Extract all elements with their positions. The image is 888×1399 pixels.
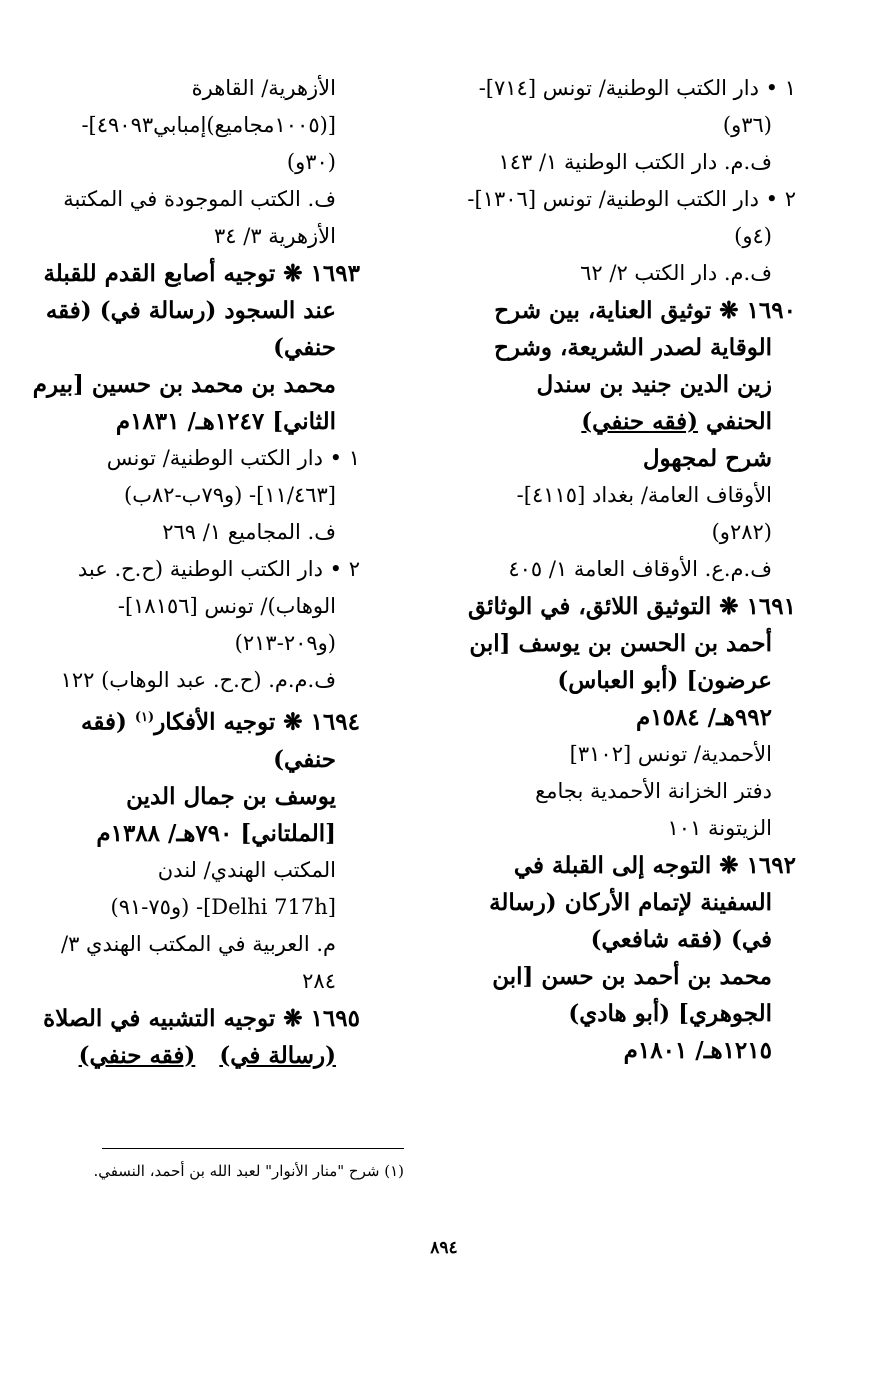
reference-line: الأزهرية ٣/ ٣٤ (213, 224, 336, 248)
author-dates: ١٢١٥هـ/ ١٨٠١م (623, 1037, 772, 1064)
entry-heading-1692: ١٦٩٢ ❋ التوجه إلى القبلة في (513, 852, 796, 879)
entry-line: الأحمدية/ تونس [٣١٠٢] (569, 742, 772, 766)
author-line: عرضون] (أبو العباس) (557, 667, 772, 694)
author-line: محمد بن محمد بن حسين [بيرم (32, 371, 336, 398)
author-dates: ٩٩٢هـ/ ١٥٨٤م (635, 704, 772, 731)
entry-line: الأزهرية/ القاهرة (191, 76, 336, 100)
entry-heading-line: عند السجود (رسالة في) (فقه (45, 297, 336, 324)
author-line: محمد بن أحمد بن حسن [ابن (492, 963, 772, 990)
reference-line: ف. الكتب الموجودة في المكتبة (63, 187, 336, 211)
reference-line: م. العربية في المكتب الهندي ٣/ (61, 931, 336, 956)
footnote-marker: (١) (134, 710, 155, 725)
reference-line: ٢٨٤ (302, 968, 336, 993)
entry-heading-1695: ١٦٩٥ ❋ توجيه التشبيه في الصلاة (43, 1004, 360, 1032)
author-line: شرح لمجهول (642, 445, 772, 472)
entry-line: المكتب الهندي/ لندن (157, 857, 336, 882)
reference-line: ف. المجاميع ١/ ٢٦٩ (162, 520, 336, 544)
entry-heading-1693: ١٦٩٣ ❋ توجيه أصابع القدم للقبلة (43, 260, 360, 287)
entry-line: ٢ • دار الكتب الوطنية/ تونس [١٣٠٦]- (467, 187, 796, 211)
entry-heading-1694: ١٦٩٤ ❋ توجيه الأفكار$^{(١)}$ (فقه (81, 708, 360, 736)
entry-heading-line: حنفي) (273, 334, 336, 361)
author-dates: الثاني] ١٢٤٧هـ/ ١٨٣١م (115, 408, 336, 435)
entry-line: ١ • دار الكتب الوطنية/ تونس [٧١٤]- (478, 76, 796, 100)
footnote-divider (102, 1148, 404, 1149)
entry-line: (٤و) (734, 224, 772, 248)
entry-line: (٣٦و) (722, 113, 772, 137)
reference-line: الزيتونة ١٠١ (667, 816, 772, 840)
entry-line: (و٢٠٩-٢١٣) (234, 631, 336, 655)
reference-line: ف.م.ع. الأوقاف العامة ١/ ٤٠٥ (508, 557, 772, 581)
reference-line: دفتر الخزانة الأحمدية بجامع (535, 779, 772, 803)
page-number: ٨٩٤ (430, 1238, 458, 1258)
entry-line: [Delhi 717h]- (و٧٥-٩١) (110, 894, 336, 919)
entry-heading-line: الحنفي (فقه حنفي) (581, 408, 772, 435)
entry-line: [١١/٤٦٣]- (و٧٩ب-٨٢ب) (124, 483, 336, 507)
footnote: (١) شرح "منار الأنوار" لعبد الله بن أحمد، النسفي. (93, 1162, 404, 1180)
entry-line: ١ • دار الكتب الوطنية/ تونس (106, 446, 360, 470)
left-column (32, 70, 360, 1074)
entry-heading-line: السفينة لإتمام الأركان (رسالة (489, 889, 772, 916)
reference-line: ف.م.م. (ح.ح. عبد الوهاب) ١٢٢ (60, 668, 336, 692)
entry-line: الأوقاف العامة/ بغداد [٤١١٥]- (516, 483, 772, 507)
entry-line: ٢ • دار الكتب الوطنية (ح.ح. عبد (77, 557, 360, 581)
reference-line: ف.م. دار الكتب الوطنية ١/ ١٤٣ (498, 150, 772, 174)
author-line: الجوهري] (أبو هادي) (568, 1000, 772, 1027)
subject-tag: (رسالة في) (219, 1041, 336, 1069)
entry-heading-1691: ١٦٩١ ❋ التوثيق اللائق، في الوثائق (467, 593, 796, 620)
entry-line: (٢٨٢و) (711, 520, 772, 544)
entry-line: [(١٠٠٥مجاميع)إمبابي٤٩٠٩٣]- (81, 113, 336, 137)
subject-tag: (فقه حنفي) (581, 408, 698, 435)
entry-heading-1690: ١٦٩٠ ❋ توثيق العناية، بين شرح (494, 297, 796, 324)
entry-heading-line: في) (فقه شافعي) (590, 926, 772, 953)
reference-line: ف.م. دار الكتب ٢/ ٦٢ (580, 261, 772, 285)
right-column (426, 70, 796, 1069)
author-dates: [الملتاني] ٧٩٠هـ/ ١٣٨٨م (96, 819, 336, 847)
entry-line: (٣٠و) (286, 150, 336, 174)
entry-heading-line: زين الدين جنيد بن سندل (536, 371, 772, 398)
author-line: يوسف بن جمال الدين (126, 782, 336, 810)
entry-heading-line: الوقاية لصدر الشريعة، وشرح (494, 334, 772, 361)
entry-line: الوهاب)/ تونس [١٨١٥٦]- (117, 594, 336, 618)
entry-heading-line (74, 1037, 360, 1074)
subject-tag: (فقه حنفي) (78, 1041, 196, 1069)
entry-heading-line: حنفي) (273, 745, 336, 773)
author-line: أحمد بن الحسن بن يوسف [ابن (469, 630, 772, 657)
